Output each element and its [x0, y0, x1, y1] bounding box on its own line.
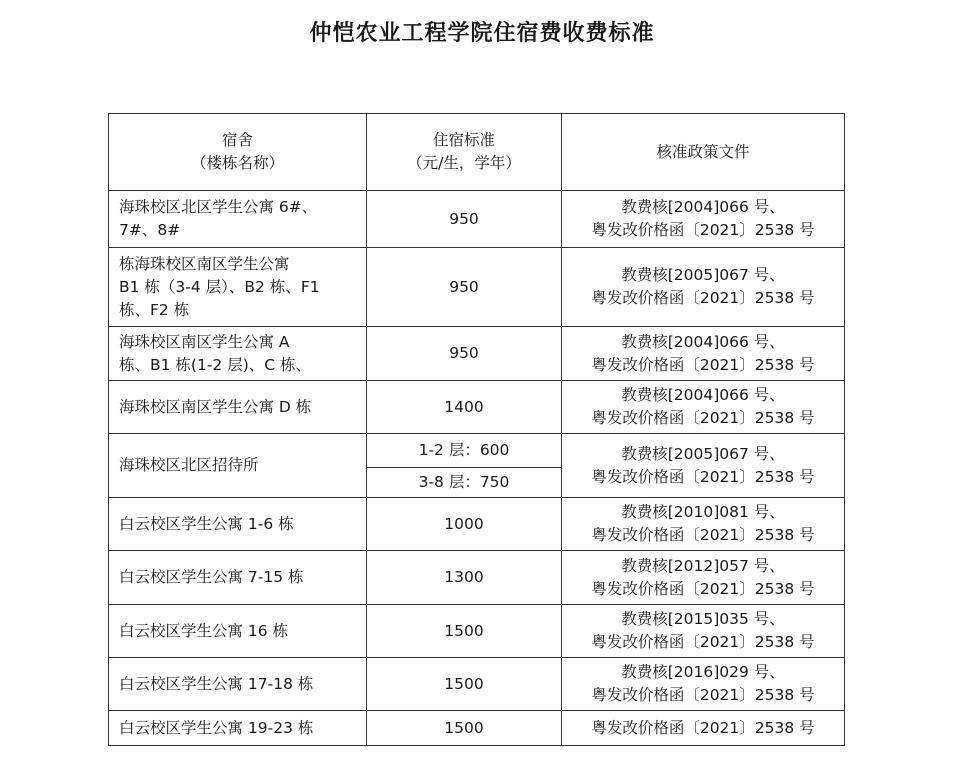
table-row [109, 711, 845, 746]
dorm-name-line: 白云校区学生公寓 17-18 栋 [119, 674, 314, 693]
policy-cell [562, 711, 845, 746]
fee-cell: 1500 [367, 605, 562, 658]
header-dorm-sublabel: （楼栋名称） [190, 154, 284, 172]
dorm-name-cell [109, 551, 367, 605]
dorm-name-line: 栋、B1 栋(1-2 层)、C 栋、 [119, 355, 312, 374]
policy-line: 教费核[2004]066 号、 [621, 386, 785, 404]
fee-table [108, 113, 845, 746]
fee-cell: 1000 [367, 498, 562, 551]
dorm-name-line: 白云校区学生公寓 16 栋 [119, 621, 289, 640]
policy-line: 教费核[2016]029 号、 [621, 663, 785, 681]
policy-cell [562, 381, 845, 434]
policy-cell [562, 551, 845, 605]
table-row [109, 327, 845, 381]
policy-cell [562, 498, 845, 551]
table-row [109, 434, 845, 468]
fee-cell: 950 [367, 191, 562, 248]
dorm-name-line: 栋海珠校区南区学生公寓 [119, 254, 290, 273]
policy-cell [562, 658, 845, 711]
dorm-name-cell [109, 191, 367, 248]
policy-cell [562, 605, 845, 658]
dorm-name-line: 海珠校区北区学生公寓 6#、 [119, 198, 318, 216]
fee-cell: 1400 [367, 381, 562, 434]
policy-line: 粤发改价格函〔2021〕2538 号 [591, 355, 815, 374]
header-policy [562, 114, 845, 191]
policy-line: 教费核[2015]035 号、 [621, 610, 785, 628]
dorm-name-cell [109, 605, 367, 658]
table-row [109, 248, 845, 327]
dorm-name-line: 海珠校区南区学生公寓 A [119, 332, 290, 351]
policy-line: 教费核[2012]057 号、 [621, 556, 785, 575]
policy-cell [562, 191, 845, 248]
dorm-name-line: 白云校区学生公寓 19-23 栋 [119, 718, 314, 737]
dorm-name-line: B1 栋（3-4 层）、B2 栋、F1 [119, 277, 320, 296]
dorm-name-line: 白云校区学生公寓 7-15 栋 [119, 568, 304, 586]
dorm-name-cell [109, 658, 367, 711]
dorm-name-line: 海珠校区北区招待所 [119, 456, 259, 474]
header-fee [367, 114, 562, 191]
fee-cell: 1500 [367, 711, 562, 746]
policy-line: 粤发改价格函〔2021〕2538 号 [591, 633, 815, 651]
table-row [109, 605, 845, 658]
table-row [109, 498, 845, 551]
policy-line: 粤发改价格函〔2021〕2538 号 [591, 289, 815, 307]
policy-line: 粤发改价格函〔2021〕2538 号 [591, 579, 815, 598]
fee-cell: 950 [367, 327, 562, 381]
policy-line: 粤发改价格函〔2021〕2538 号 [591, 526, 815, 544]
policy-line: 粤发改价格函〔2021〕2538 号 [591, 718, 815, 737]
policy-line: 教费核[2004]066 号、 [621, 332, 785, 351]
header-dorm [109, 114, 367, 191]
dorm-name-cell [109, 327, 367, 381]
table-row [109, 191, 845, 248]
dorm-name-cell [109, 498, 367, 551]
header-row [109, 114, 845, 191]
policy-line: 粤发改价格函〔2021〕2538 号 [591, 686, 815, 704]
dorm-name-line: 海珠校区南区学生公寓 D 栋 [119, 397, 312, 416]
policy-cell [562, 434, 845, 498]
dorm-name-cell [109, 711, 367, 746]
policy-line: 粤发改价格函〔2021〕2538 号 [591, 409, 815, 427]
policy-line: 教费核[2004]066 号、 [621, 198, 785, 216]
dorm-name-line: 7#、8# [119, 221, 181, 239]
policy-cell [562, 327, 845, 381]
fee-cell: 1300 [367, 551, 562, 605]
policy-line: 粤发改价格函〔2021〕2538 号 [591, 467, 815, 486]
policy-line: 教费核[2005]067 号、 [621, 444, 785, 463]
dorm-name-cell [109, 248, 367, 327]
table-row [109, 381, 845, 434]
dorm-name-cell [109, 434, 367, 498]
fee-cell-floors-3-8: 3-8 层：750 [367, 468, 562, 498]
policy-line: 粤发改价格函〔2021〕2538 号 [591, 221, 815, 239]
table-row [109, 658, 845, 711]
policy-line: 教费核[2005]067 号、 [621, 266, 785, 284]
fee-cell-floors-1-2: 1-2 层：600 [367, 434, 562, 468]
header-fee-label: 住宿标准 [432, 131, 495, 149]
fee-cell: 1500 [367, 658, 562, 711]
table-row [109, 551, 845, 605]
header-dorm-label: 宿舍 [221, 131, 253, 149]
dorm-name-cell [109, 381, 367, 434]
header-policy-label: 核准政策文件 [656, 142, 750, 161]
dorm-name-line: 栋、F2 栋 [119, 300, 190, 319]
policy-line: 教费核[2010]081 号、 [621, 503, 785, 521]
policy-cell [562, 248, 845, 327]
page-title: 仲恺农业工程学院住宿费收费标准 [309, 21, 655, 46]
dorm-name-line: 白云校区学生公寓 1-6 栋 [119, 514, 294, 533]
header-fee-sublabel: （元/生，学年） [407, 154, 521, 172]
fee-cell: 950 [367, 248, 562, 327]
